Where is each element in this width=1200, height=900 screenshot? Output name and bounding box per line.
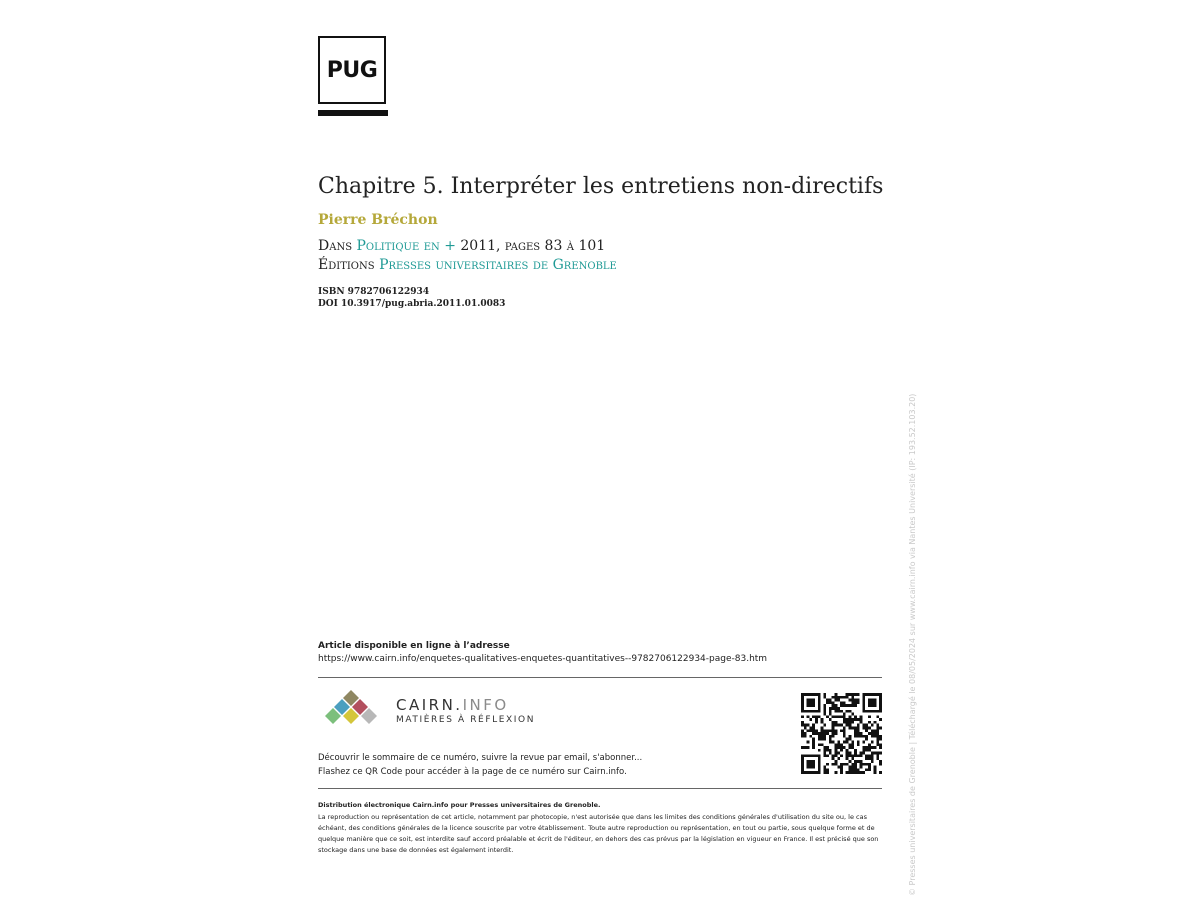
series-link[interactable]: Politique en + [356,238,456,254]
cairn-tagline: MATIÈRES À RÉFLEXION [396,715,536,725]
author-name[interactable]: Pierre Bréchon [318,212,438,228]
publication-line [318,238,605,254]
article-url[interactable]: https://www.cairn.info/enquetes-qualitatives-enquetes-quantitatives--9782706122934-page-83.htm [318,654,768,664]
distribution-notice: Distribution électronique Cairn.info pour Presses universitaires de Grenoble. [318,801,601,809]
discover-text-2: Flashez ce QR Code pour accéder à la page de ce numéro sur Cairn.info. [318,767,627,777]
doi: DOI 10.3917/pug.abria.2011.01.0083 [318,299,506,309]
legal-notice: La reproduction ou représentation de cet article, notamment par photocopie, n'est autorisée que dans les limites des conditions générales d'utilisation du site ou, le cas échéant, des conditions générales de la licence souscrite par votre établissement. Toute autre reproduction ou représentation, en tout ou partie, sous quelque forme et de quelque manière que ce soit, est interdite sauf accord préalable et écrit de l'éditeur, en dehors des cas prévus par la législation en vigueur en France. Il est précisé que son stockage dans une base de données est également interdit. [318,813,879,854]
article-label: Article disponible en ligne à l’adresse [318,641,510,651]
divider [318,788,882,789]
qr-code-icon[interactable] [801,693,882,774]
cairn-name-main: CAIRN. [396,696,463,714]
divider [318,677,882,678]
publisher-logo-bar [318,110,388,116]
publisher-line [318,257,617,273]
editions-label: Éditions [318,257,375,273]
publication-details: 2011, pages 83 à 101 [460,238,606,254]
publisher-link[interactable]: Presses universitaires de Grenoble [379,257,617,273]
download-watermark: © Presses universitaires de Grenoble | Téléchargé le 08/05/2024 sur www.cairn.info via Nantes Université (IP: 193.52.103.20) [908,393,917,896]
cairn-logo-icon [318,688,388,736]
discover-text-1: Découvrir le sommaire de ce numéro, suivre la revue par email, s'abonner... [318,753,643,763]
publisher-logo-text: PUG [326,57,378,83]
chapter-title: Chapitre 5. Interpréter les entretiens non-directifs [318,174,884,199]
cairn-name [396,696,509,714]
isbn: ISBN 9782706122934 [318,287,430,297]
publisher-logo [318,36,386,104]
dans-label: Dans [318,238,353,254]
cairn-name-suffix: INFO [462,696,509,714]
